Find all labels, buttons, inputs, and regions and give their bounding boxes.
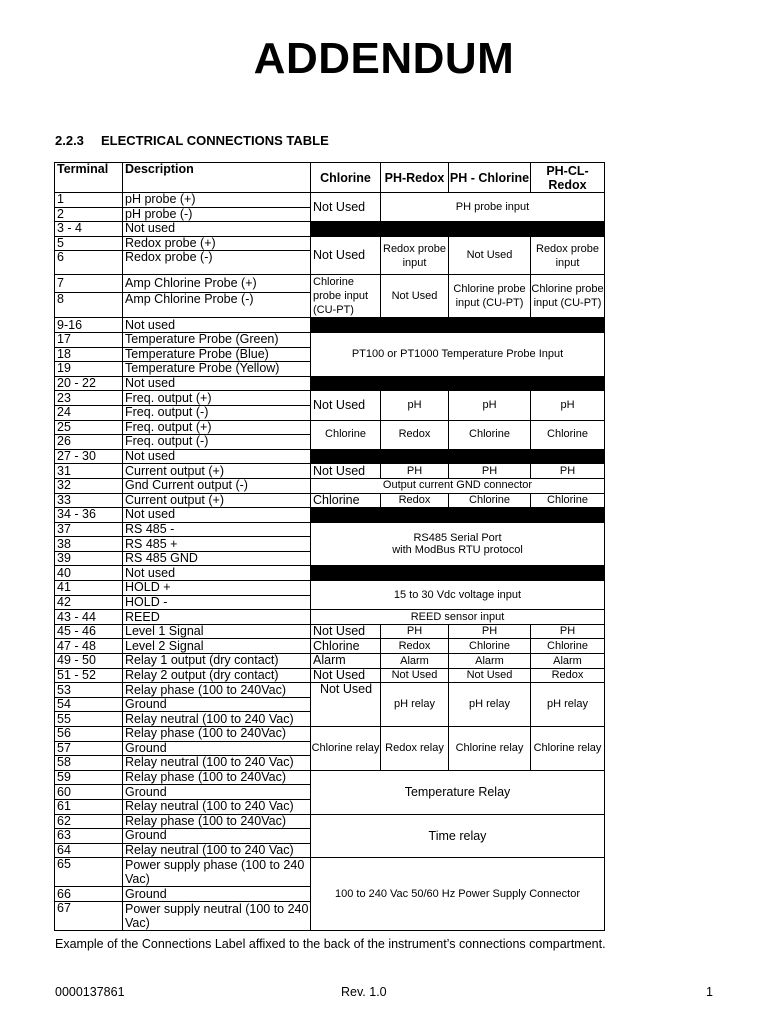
terminal-cell: 25: [55, 420, 123, 435]
header-ph-redox: PH-Redox: [381, 163, 449, 193]
section-title: ELECTRICAL CONNECTIONS TABLE: [101, 133, 329, 148]
description-cell: Power supply phase (100 to 240 Vac): [123, 858, 311, 887]
description-cell: Relay neutral (100 to 240 Vac): [123, 756, 311, 771]
chlorine-cell: Not Used: [311, 668, 381, 683]
description-cell: Ground: [123, 697, 311, 712]
description-cell: Temperature Probe (Yellow): [123, 362, 311, 377]
terminal-cell: 55: [55, 712, 123, 727]
description-cell: Temperature Probe (Green): [123, 332, 311, 347]
chlorine-cell: Not Used: [311, 193, 381, 222]
description-cell: Freq. output (+): [123, 391, 311, 406]
chlorine-cell: Alarm: [311, 654, 381, 669]
table-row: [55, 332, 605, 347]
temperature-probe-input-cell: PT100 or PT1000 Temperature Probe Input: [311, 332, 605, 376]
terminal-cell: 49 - 50: [55, 654, 123, 669]
description-cell: Relay phase (100 to 240Vac): [123, 770, 311, 785]
unused-black-cell: [381, 376, 449, 391]
terminal-cell: 62: [55, 814, 123, 829]
description-cell: Amp Chlorine Probe (+): [123, 275, 311, 292]
terminal-cell: 7: [55, 275, 123, 292]
unused-black-cell: [531, 566, 605, 581]
terminal-cell: 45 - 46: [55, 624, 123, 639]
chlorine-cell: Chlorine: [311, 493, 381, 508]
description-cell: Not used: [123, 222, 311, 237]
chlorine-cell: Chlorine: [311, 420, 381, 449]
description-cell: Level 1 Signal: [123, 624, 311, 639]
ph-redox-cell: Redox: [381, 420, 449, 449]
ph-chlorine-cell: pH: [449, 391, 531, 420]
reed-sensor-input-cell: REED sensor input: [311, 610, 605, 625]
unused-black-cell: [381, 449, 449, 464]
table-row: [55, 318, 605, 333]
terminal-cell: 43 - 44: [55, 610, 123, 625]
header-ph-cl-redox: PH-CL-Redox: [531, 163, 605, 193]
chlorine-cell: Not Used: [311, 464, 381, 479]
ph-cl-redox-cell: Chlorine probe input (CU-PT): [531, 275, 605, 318]
terminal-cell: 65: [55, 858, 123, 887]
terminal-cell: 3 - 4: [55, 222, 123, 237]
table-row: [55, 668, 605, 683]
ph-chlorine-cell: Chlorine: [449, 420, 531, 449]
chlorine-cell: Not Used: [311, 683, 381, 727]
description-cell: Not used: [123, 566, 311, 581]
time-relay-cell: Time relay: [311, 814, 605, 858]
ph-chlorine-cell: PH: [449, 464, 531, 479]
unused-black-cell: [531, 318, 605, 333]
table-row: [55, 420, 605, 435]
table-row: [55, 222, 605, 237]
ph-chlorine-cell: Not Used: [449, 668, 531, 683]
rs485-serial-port-cell: [311, 522, 605, 566]
ph-cl-redox-cell: pH relay: [531, 683, 605, 727]
ph-cl-redox-cell: Redox probe input: [531, 236, 605, 275]
header-ph-chlorine: PH - Chlorine: [449, 163, 531, 193]
table-row: [55, 727, 605, 742]
ph-redox-cell: pH relay: [381, 683, 449, 727]
ph-chlorine-cell: Chlorine: [449, 493, 531, 508]
page-number: 1: [706, 985, 713, 999]
terminal-cell: 23: [55, 391, 123, 406]
document-number: 0000137861: [55, 985, 125, 999]
unused-black-cell: [311, 449, 381, 464]
description-cell: Relay neutral (100 to 240 Vac): [123, 799, 311, 814]
description-cell: Relay phase (100 to 240Vac): [123, 727, 311, 742]
section-number: 2.2.3: [55, 133, 84, 148]
description-cell: RS 485 -: [123, 522, 311, 537]
description-cell: RS 485 GND: [123, 551, 311, 566]
unused-black-cell: [449, 566, 531, 581]
ph-cl-redox-cell: Chlorine: [531, 493, 605, 508]
table-row: [55, 376, 605, 391]
ph-redox-cell: PH: [381, 624, 449, 639]
description-cell: Ground: [123, 887, 311, 902]
unused-black-cell: [381, 508, 449, 523]
rs485-line-2: with ModBus RTU protocol: [392, 544, 523, 557]
power-supply-connector-cell: 100 to 240 Vac 50/60 Hz Power Supply Connector: [311, 858, 605, 931]
description-cell: Amp Chlorine Probe (-): [123, 292, 311, 318]
description-cell: Ground: [123, 785, 311, 800]
terminal-cell: 17: [55, 332, 123, 347]
table-row: [55, 464, 605, 479]
ph-chlorine-cell: pH relay: [449, 683, 531, 727]
table-row: [55, 508, 605, 523]
table-row: [55, 522, 605, 537]
terminal-cell: 57: [55, 741, 123, 756]
description-cell: Relay 2 output (dry contact): [123, 668, 311, 683]
description-cell: pH probe (+): [123, 193, 311, 208]
table-row: [55, 624, 605, 639]
unused-black-cell: [531, 376, 605, 391]
description-cell: Temperature Probe (Blue): [123, 347, 311, 362]
table-row: [55, 639, 605, 654]
ph-redox-cell: PH: [381, 464, 449, 479]
description-cell: Current output (+): [123, 493, 311, 508]
description-cell: pH probe (-): [123, 207, 311, 222]
terminal-cell: 39: [55, 551, 123, 566]
terminal-cell: 64: [55, 843, 123, 858]
header-terminal: Terminal: [55, 163, 123, 193]
rs485-line-1: RS485 Serial Port: [413, 531, 502, 544]
terminal-cell: 33: [55, 493, 123, 508]
section-heading: [55, 133, 329, 148]
description-cell: Freq. output (+): [123, 420, 311, 435]
table-row: [55, 493, 605, 508]
description-cell: RS 485 +: [123, 537, 311, 552]
unused-black-cell: [449, 318, 531, 333]
table-row: [55, 654, 605, 669]
ph-cl-redox-cell: Redox: [531, 668, 605, 683]
terminal-cell: 8: [55, 292, 123, 318]
description-cell: Ground: [123, 741, 311, 756]
page-title: ADDENDUM: [253, 34, 515, 83]
table-row: [55, 391, 605, 406]
ph-chlorine-cell: Chlorine relay: [449, 727, 531, 771]
terminal-cell: 32: [55, 478, 123, 493]
terminal-cell: 54: [55, 697, 123, 712]
terminal-cell: 66: [55, 887, 123, 902]
ph-chlorine-cell: Not Used: [449, 236, 531, 275]
ph-redox-cell: Alarm: [381, 654, 449, 669]
terminal-cell: 24: [55, 405, 123, 420]
terminal-cell: 18: [55, 347, 123, 362]
table-header-row: [55, 163, 605, 193]
table-row: [55, 770, 605, 785]
chlorine-cell: Chlorine relay: [311, 727, 381, 771]
table-row: [55, 193, 605, 208]
description-cell: Freq. output (-): [123, 435, 311, 450]
description-cell: Not used: [123, 508, 311, 523]
terminal-cell: 34 - 36: [55, 508, 123, 523]
terminal-cell: 5: [55, 236, 123, 251]
terminal-cell: 9-16: [55, 318, 123, 333]
ph-redox-cell: Redox relay: [381, 727, 449, 771]
unused-black-cell: [311, 376, 381, 391]
temperature-relay-cell: Temperature Relay: [311, 770, 605, 814]
description-cell: Power supply neutral (100 to 240 Vac): [123, 901, 311, 930]
table-row: [55, 858, 605, 887]
revision-label: Rev. 1.0: [341, 985, 387, 999]
chlorine-cell: Chlorine probe input (CU-PT): [311, 275, 381, 318]
ph-redox-cell: Redox probe input: [381, 236, 449, 275]
unused-black-cell: [449, 449, 531, 464]
terminal-cell: 59: [55, 770, 123, 785]
ph-cl-redox-cell: Alarm: [531, 654, 605, 669]
description-cell: Not used: [123, 318, 311, 333]
description-cell: Relay phase (100 to 240Vac): [123, 683, 311, 698]
terminal-cell: 26: [55, 435, 123, 450]
description-cell: Redox probe (+): [123, 236, 311, 251]
chlorine-cell: Not Used: [311, 624, 381, 639]
terminal-cell: 63: [55, 829, 123, 844]
terminal-cell: 61: [55, 799, 123, 814]
ph-chlorine-cell: Chlorine: [449, 639, 531, 654]
description-cell: Gnd Current output (-): [123, 478, 311, 493]
connections-label-caption: Example of the Connections Label affixed to the back of the instrument’s connections compartment.: [55, 937, 606, 951]
description-cell: Redox probe (-): [123, 251, 311, 275]
ph-probe-input-cell: PH probe input: [381, 193, 605, 222]
description-cell: Relay phase (100 to 240Vac): [123, 814, 311, 829]
ph-redox-cell: Redox: [381, 639, 449, 654]
header-chlorine: Chlorine: [311, 163, 381, 193]
terminal-cell: 47 - 48: [55, 639, 123, 654]
description-cell: HOLD -: [123, 595, 311, 610]
terminal-cell: 2: [55, 207, 123, 222]
unused-black-cell: [381, 566, 449, 581]
terminal-cell: 1: [55, 193, 123, 208]
terminal-cell: 51 - 52: [55, 668, 123, 683]
terminal-cell: 56: [55, 727, 123, 742]
description-cell: REED: [123, 610, 311, 625]
ph-redox-cell: pH: [381, 391, 449, 420]
terminal-cell: 58: [55, 756, 123, 771]
terminal-cell: 40: [55, 566, 123, 581]
chlorine-cell: Not Used: [311, 391, 381, 420]
terminal-cell: 27 - 30: [55, 449, 123, 464]
unused-black-cell: [381, 318, 449, 333]
description-cell: Relay neutral (100 to 240 Vac): [123, 712, 311, 727]
terminal-cell: 6: [55, 251, 123, 275]
description-cell: Ground: [123, 829, 311, 844]
ph-redox-cell: Not Used: [381, 275, 449, 318]
unused-black-cell: [311, 566, 381, 581]
terminal-cell: 19: [55, 362, 123, 377]
description-cell: Current output (+): [123, 464, 311, 479]
table-row: [55, 683, 605, 698]
description-cell: HOLD +: [123, 581, 311, 596]
terminal-cell: 31: [55, 464, 123, 479]
terminal-cell: 53: [55, 683, 123, 698]
unused-black-cell: [449, 376, 531, 391]
ph-cl-redox-cell: PH: [531, 624, 605, 639]
electrical-connections-table: [54, 162, 605, 931]
ph-chlorine-cell: Alarm: [449, 654, 531, 669]
table-row: [55, 610, 605, 625]
ph-chlorine-cell: PH: [449, 624, 531, 639]
ph-cl-redox-cell: pH: [531, 391, 605, 420]
chlorine-cell: Chlorine: [311, 639, 381, 654]
ph-redox-cell: Not Used: [381, 668, 449, 683]
voltage-input-cell: 15 to 30 Vdc voltage input: [311, 581, 605, 610]
unused-black-cell: [381, 222, 449, 237]
description-cell: Not used: [123, 449, 311, 464]
table-row: [55, 566, 605, 581]
unused-black-cell: [531, 222, 605, 237]
ph-chlorine-cell: Chlorine probe input (CU-PT): [449, 275, 531, 318]
output-gnd-connector-cell: Output current GND connector: [311, 478, 605, 493]
unused-black-cell: [449, 222, 531, 237]
unused-black-cell: [311, 508, 381, 523]
ph-cl-redox-cell: PH: [531, 464, 605, 479]
terminal-cell: 20 - 22: [55, 376, 123, 391]
unused-black-cell: [311, 222, 381, 237]
ph-cl-redox-cell: Chlorine relay: [531, 727, 605, 771]
ph-redox-cell: Redox: [381, 493, 449, 508]
table-row: [55, 236, 605, 251]
terminal-cell: 42: [55, 595, 123, 610]
unused-black-cell: [531, 508, 605, 523]
table-row: [55, 449, 605, 464]
unused-black-cell: [531, 449, 605, 464]
unused-black-cell: [449, 508, 531, 523]
header-description: Description: [123, 163, 311, 193]
description-cell: Level 2 Signal: [123, 639, 311, 654]
description-cell: Relay neutral (100 to 240 Vac): [123, 843, 311, 858]
description-cell: Freq. output (-): [123, 405, 311, 420]
terminal-cell: 60: [55, 785, 123, 800]
terminal-cell: 38: [55, 537, 123, 552]
table-row: [55, 814, 605, 829]
ph-cl-redox-cell: Chlorine: [531, 420, 605, 449]
description-cell: Relay 1 output (dry contact): [123, 654, 311, 669]
chlorine-cell: Not Used: [311, 236, 381, 275]
terminal-cell: 41: [55, 581, 123, 596]
table-row: [55, 478, 605, 493]
terminal-cell: 67: [55, 901, 123, 930]
unused-black-cell: [311, 318, 381, 333]
ph-cl-redox-cell: Chlorine: [531, 639, 605, 654]
terminal-cell: 37: [55, 522, 123, 537]
description-cell: Not used: [123, 376, 311, 391]
table-row: [55, 275, 605, 292]
table-row: [55, 581, 605, 596]
